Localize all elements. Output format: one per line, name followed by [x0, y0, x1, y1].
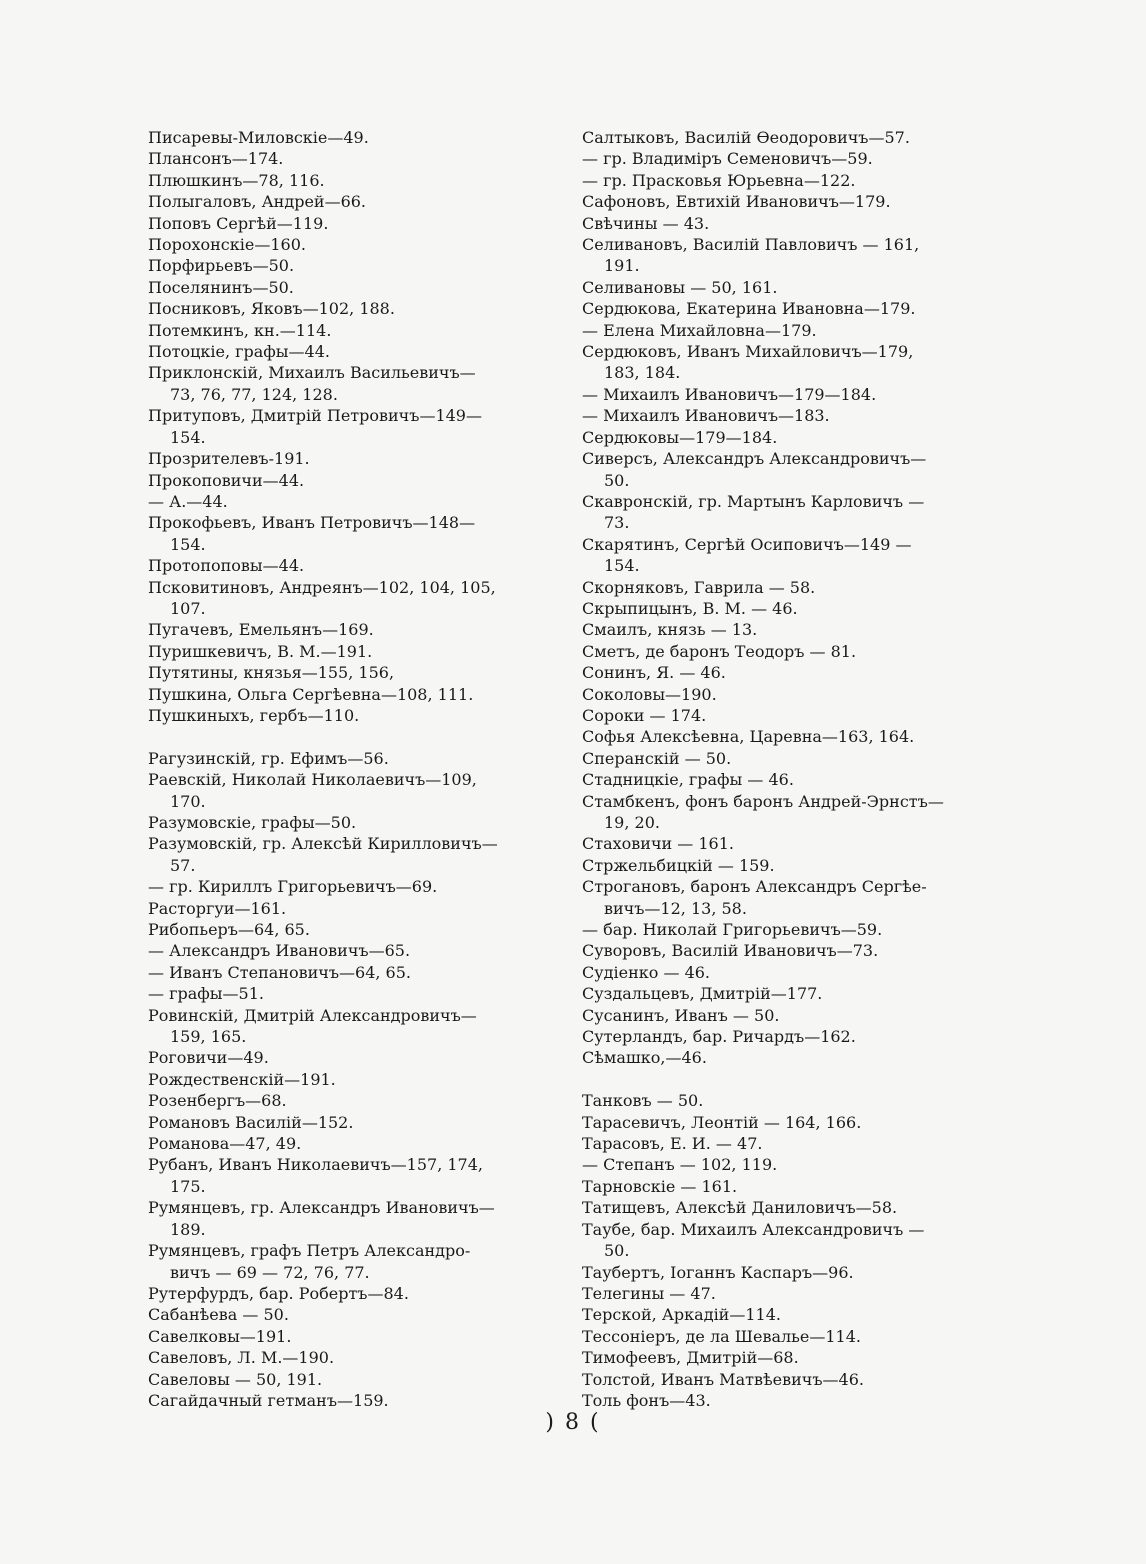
index-entry-line: — Александръ Ивановичъ—65. — [148, 941, 411, 961]
index-entry-line: Строгановъ, баронъ Александръ Сергѣе- — [582, 877, 927, 897]
index-entry-line: Сердюковъ, Иванъ Михайловичъ—179, — [582, 342, 914, 362]
index-entry-line: Плансонъ—174. — [148, 149, 284, 169]
index-entry-continuation: 175. — [170, 1176, 206, 1196]
index-entry — [582, 598, 994, 619]
index-entry — [148, 127, 550, 148]
index-entry — [582, 619, 994, 640]
index-entry-continuation: 189. — [170, 1219, 206, 1239]
index-entry — [148, 1240, 550, 1283]
index-entry-line: Таубертъ, Іоганнъ Каспаръ—96. — [582, 1262, 854, 1282]
index-entry-continuation: 73. — [604, 513, 630, 533]
index-entry — [582, 983, 994, 1004]
index-entry-line: Сагайдачный гетманъ—159. — [148, 1390, 389, 1410]
index-entry-line: Пушкина, Ольга Сергѣевна—108, 111. — [148, 684, 474, 704]
index-entry — [148, 298, 550, 319]
index-entry-line: Савеловы — 50, 191. — [148, 1369, 323, 1389]
index-entry — [148, 940, 550, 961]
index-entry-line: Салтыковъ, Василій Ѳеодоровичъ—57. — [582, 128, 910, 147]
index-entry-line: Стаховичи — 161. — [582, 834, 734, 854]
index-entry — [148, 1005, 550, 1048]
index-entry — [582, 1347, 994, 1368]
index-entry — [148, 213, 550, 234]
index-entry — [582, 1304, 994, 1325]
index-entry — [148, 1347, 550, 1368]
index-entry-line: Пугачевъ, Емельянъ—169. — [148, 620, 374, 640]
index-entry-continuation: 154. — [170, 534, 206, 554]
index-entry-continuation: 183, 184. — [604, 363, 681, 383]
index-entry-line: Толь фонъ—43. — [582, 1390, 711, 1410]
index-entry-line: Софья Алексѣевна, Царевна—163, 164. — [582, 727, 915, 747]
index-entry — [148, 1283, 550, 1304]
index-entry — [582, 1197, 994, 1218]
index-entry — [582, 1090, 994, 1111]
index-entry — [582, 1283, 994, 1304]
index-entry-line: Селивановъ, Василій Павловичъ — 161, — [582, 235, 920, 255]
index-entry-continuation: вичъ — 69 — 72, 76, 77. — [170, 1262, 370, 1282]
index-entry-line: — Иванъ Степановичъ—64, 65. — [148, 962, 411, 982]
index-entry — [582, 1219, 994, 1262]
index-entry-continuation: 154. — [170, 427, 206, 447]
index-entry-continuation: 107. — [170, 598, 206, 618]
index-entry-line: Розенбергъ—68. — [148, 1091, 287, 1111]
index-entry-line: Прозрителевъ-191. — [148, 449, 310, 469]
index-entry-continuation: вичъ—12, 13, 58. — [604, 898, 747, 918]
index-entry — [582, 148, 994, 169]
index-entry — [148, 448, 550, 469]
index-entry — [582, 127, 994, 148]
index-entry-continuation: 170. — [170, 791, 206, 811]
index-entry — [582, 1262, 994, 1283]
index-entry — [582, 448, 994, 491]
index-entry — [582, 919, 994, 940]
index-entry — [148, 470, 550, 491]
section-gap — [148, 726, 550, 747]
index-entry — [582, 577, 994, 598]
index-entry — [148, 812, 550, 833]
index-entry — [148, 748, 550, 769]
index-entry-continuation: 57. — [170, 855, 196, 875]
index-entry-line: Смаилъ, князь — 13. — [582, 620, 758, 640]
index-entry — [148, 577, 550, 620]
index-entry-line: — Степанъ — 102, 119. — [582, 1155, 778, 1175]
index-entry-line: Свѣчины — 43. — [582, 213, 710, 233]
index-entry — [582, 491, 994, 534]
index-entry — [582, 962, 994, 983]
index-entry-line: Суздальцевъ, Дмитрій—177. — [582, 984, 823, 1004]
index-entry-line: Прокофьевъ, Иванъ Петровичъ—148— — [148, 513, 476, 533]
index-entry-line: Румянцевъ, гр. Александръ Ивановичъ— — [148, 1198, 495, 1218]
index-entry-line: Сусанинъ, Иванъ — 50. — [582, 1005, 780, 1025]
index-entry — [148, 919, 550, 940]
index-entry — [148, 512, 550, 555]
index-entry-line: Тарасовъ, Е. И. — 47. — [582, 1134, 763, 1154]
index-entry — [148, 491, 550, 512]
index-entry — [582, 1005, 994, 1026]
index-entry-line: Потемкинъ, кн.—114. — [148, 320, 332, 340]
index-entry-line: Татищевъ, Алексѣй Даниловичъ—58. — [582, 1198, 898, 1218]
index-entry — [148, 983, 550, 1004]
index-entry — [148, 341, 550, 362]
index-entry — [148, 962, 550, 983]
index-entry-continuation: 73, 76, 77, 124, 128. — [170, 384, 338, 404]
index-entry — [148, 662, 550, 683]
index-entry — [582, 705, 994, 726]
index-entry-line: — Елена Михайловна—179. — [582, 320, 817, 340]
index-entry — [148, 641, 550, 662]
index-entry — [148, 1154, 550, 1197]
index-entry-line: Суворовъ, Василій Ивановичъ—73. — [582, 941, 879, 961]
index-entry-line: Савеловъ, Л. М.—190. — [148, 1348, 335, 1368]
index-entry — [582, 534, 994, 577]
index-entry — [582, 341, 994, 384]
index-entry-continuation: 159, 165. — [170, 1027, 247, 1047]
index-entry-line: Румянцевъ, графъ Петръ Александро- — [148, 1241, 471, 1261]
index-entry — [148, 876, 550, 897]
index-entry-line: Приклонскій, Михаилъ Васильевичъ— — [148, 363, 476, 383]
index-entry-line: Пушкиныхъ, гербъ—110. — [148, 705, 360, 725]
index-entry — [582, 876, 994, 919]
index-entry — [582, 662, 994, 683]
index-entry-line: Селивановы — 50, 161. — [582, 277, 778, 297]
index-entry-continuation: 191. — [604, 256, 640, 276]
index-entry — [582, 427, 994, 448]
index-entry-line: Расторгуи—161. — [148, 898, 287, 918]
index-entry — [148, 1112, 550, 1133]
index-entry-line: Писаревы-Миловскіе—49. — [148, 128, 369, 147]
index-column-left — [148, 127, 550, 1411]
index-entry — [582, 1326, 994, 1347]
index-entry-line: — гр. Владиміръ Семеновичъ—59. — [582, 149, 873, 169]
index-entry-line: Разумовскіе, графы—50. — [148, 812, 357, 832]
index-entry — [582, 1133, 994, 1154]
index-entry — [148, 1090, 550, 1111]
index-entry — [148, 320, 550, 341]
index-entry — [148, 255, 550, 276]
index-entry — [148, 898, 550, 919]
index-entry-line: Сердюкова, Екатерина Ивановна—179. — [582, 299, 916, 319]
index-entry-line: Сороки — 174. — [582, 705, 707, 725]
index-entry — [582, 855, 994, 876]
index-entry — [148, 833, 550, 876]
index-entry-continuation: 50. — [604, 1241, 630, 1261]
index-entry-line: Плюшкинъ—78, 116. — [148, 170, 325, 190]
index-entry-line: Рибопьеръ—64, 65. — [148, 920, 310, 940]
index-entry-line: Сафоновъ, Евтихій Ивановичъ—179. — [582, 192, 891, 212]
index-entry-line: Савелковы—191. — [148, 1326, 292, 1346]
index-entry — [148, 148, 550, 169]
index-entry-line: — гр. Прасковья Юрьевна—122. — [582, 170, 856, 190]
index-entry-line: Путятины, князья—155, 156, — [148, 663, 395, 683]
index-entry-line: — гр. Кириллъ Григорьевичъ—69. — [148, 877, 438, 897]
index-entry-line: Сперанскій — 50. — [582, 748, 732, 768]
index-entry-line: Пуришкевичъ, В. М.—191. — [148, 641, 373, 661]
index-entry — [148, 1369, 550, 1390]
index-entry-line: Разумовскій, гр. Алексѣй Кирилловичъ— — [148, 834, 498, 854]
index-entry — [148, 234, 550, 255]
index-entry-line: — бар. Николай Григорьевичъ—59. — [582, 920, 883, 940]
index-entry-line: Толстой, Иванъ Матвѣевичъ—46. — [582, 1369, 864, 1389]
index-entry — [148, 769, 550, 812]
index-entry-line: — Михаилъ Ивановичъ—179—184. — [582, 384, 877, 404]
index-entry-line: Тарасевичъ, Леонтій — 164, 166. — [582, 1112, 862, 1132]
index-entry-line: Сиверсъ, Александръ Александровичъ— — [582, 449, 927, 469]
index-entry-line: Сабанѣева — 50. — [148, 1305, 289, 1325]
index-entry — [582, 748, 994, 769]
index-entry-continuation: 50. — [604, 470, 630, 490]
index-entry-line: Терской, Аркадій—114. — [582, 1305, 781, 1325]
index-entry-line: Скорняковъ, Гаврила — 58. — [582, 577, 816, 597]
index-entry — [148, 191, 550, 212]
index-entry — [148, 1304, 550, 1325]
index-entry — [582, 940, 994, 961]
index-entry — [582, 1369, 994, 1390]
index-entry-line: Скавронскій, гр. Мартынъ Карловичъ — — [582, 491, 925, 511]
index-entry-line: Таубе, бар. Михаилъ Александровичъ — — [582, 1219, 925, 1239]
index-entry-line: Тессоніеръ, де ла Шевалье—114. — [582, 1326, 861, 1346]
index-entry — [148, 1390, 550, 1411]
index-entry-line: Псковитиновъ, Андреянъ—102, 104, 105, — [148, 577, 496, 597]
index-entry — [582, 277, 994, 298]
index-entry-line: — графы—51. — [148, 984, 264, 1004]
index-entry — [582, 791, 994, 834]
index-entry-line: Притуповъ, Дмитрій Петровичъ—149— — [148, 406, 482, 426]
index-entry — [582, 684, 994, 705]
index-column-right — [582, 127, 994, 1411]
index-entry — [148, 405, 550, 448]
index-entry — [148, 705, 550, 726]
index-entry — [148, 1326, 550, 1347]
index-entry-line: Протопоповы—44. — [148, 556, 305, 576]
index-entry — [582, 726, 994, 747]
index-entry-continuation: 154. — [604, 556, 640, 576]
index-entry-continuation: 19, 20. — [604, 813, 660, 832]
index-entry-line: Сѣмашко,—46. — [582, 1048, 707, 1068]
index-entry — [148, 277, 550, 298]
index-entry-line: Полыгаловъ, Андрей—66. — [148, 192, 367, 212]
index-entry-line: Телегины — 47. — [582, 1283, 716, 1303]
index-entry-line: Порфирьевъ—50. — [148, 256, 295, 276]
index-entry — [148, 619, 550, 640]
index-entry — [582, 234, 994, 277]
index-entry-line: Стржельбицкій — 159. — [582, 855, 775, 875]
index-entry — [582, 1390, 994, 1411]
index-entry-line: Скрыпицынъ, В. М. — 46. — [582, 598, 798, 618]
index-entry — [582, 1154, 994, 1175]
index-entry-line: — Михаилъ Ивановичъ—183. — [582, 406, 830, 426]
index-entry — [582, 1112, 994, 1133]
index-entry-line: Ровинскій, Дмитрій Александровичъ— — [148, 1005, 477, 1025]
index-entry — [582, 213, 994, 234]
index-entry-line: Рутерфурдъ, бар. Робертъ—84. — [148, 1283, 409, 1303]
index-entry — [148, 362, 550, 405]
index-entry — [582, 1176, 994, 1197]
index-entry-line: Романова—47, 49. — [148, 1134, 302, 1154]
index-entry-line: Прокоповичи—44. — [148, 470, 305, 490]
index-entry-line: Рождественскій—191. — [148, 1069, 336, 1089]
index-entry-line: Сонинъ, Я. — 46. — [582, 663, 726, 683]
section-gap — [582, 1069, 994, 1090]
index-entry — [148, 1197, 550, 1240]
index-entry-line: Рубанъ, Иванъ Николаевичъ—157, 174, — [148, 1155, 483, 1175]
index-entry-line: Танковъ — 50. — [582, 1091, 704, 1111]
index-entry-line: Посниковъ, Яковъ—102, 188. — [148, 299, 395, 319]
index-entry — [582, 1047, 994, 1068]
index-entry-line: Соколовы—190. — [582, 684, 717, 704]
index-entry — [582, 833, 994, 854]
index-entry-line: Сердюковы—179—184. — [582, 427, 778, 447]
index-entry-line: Стамбкенъ, фонъ баронъ Андрей-Эрнстъ— — [582, 791, 944, 811]
index-entry-line: Тимофеевъ, Дмитрій—68. — [582, 1348, 799, 1368]
index-entry — [148, 684, 550, 705]
index-entry-line: Сутерландъ, бар. Ричардъ—162. — [582, 1027, 856, 1047]
index-entry-line: Рагузинскій, гр. Ефимъ—56. — [148, 748, 389, 768]
page-number: ) 8 ( — [545, 1410, 601, 1435]
index-entry — [582, 641, 994, 662]
index-entry-line: Стадницкіе, графы — 46. — [582, 770, 794, 790]
index-entry — [582, 384, 994, 405]
index-entry-line: Поповъ Сергѣй—119. — [148, 213, 329, 233]
index-entry — [148, 1133, 550, 1154]
index-entry-line: Раевскій, Николай Николаевичъ—109, — [148, 770, 477, 790]
index-entry — [148, 1047, 550, 1068]
index-entry — [148, 170, 550, 191]
index-entry-line: Поселянинъ—50. — [148, 277, 294, 297]
index-entry — [582, 769, 994, 790]
index-entry — [582, 298, 994, 319]
index-entry — [582, 1026, 994, 1047]
index-entry-line: Романовъ Василій—152. — [148, 1112, 354, 1132]
index-entry-line: Тарновскіе — 161. — [582, 1176, 738, 1196]
index-entry-line: Порохонскіе—160. — [148, 235, 306, 255]
index-entry — [148, 1069, 550, 1090]
index-entry-line: — А.—44. — [148, 491, 228, 511]
index-entry — [148, 555, 550, 576]
index-entry-line: Скарятинъ, Сергѣй Осиповичъ—149 — — [582, 534, 912, 554]
index-entry — [582, 170, 994, 191]
index-entry-line: Потоцкіе, графы—44. — [148, 342, 330, 362]
index-entry — [582, 320, 994, 341]
index-entry-line: Сметъ, де баронъ Теодоръ — 81. — [582, 641, 857, 661]
index-entry-line: Судіенко — 46. — [582, 962, 711, 982]
index-entry — [582, 405, 994, 426]
index-entry — [582, 191, 994, 212]
index-entry-line: Роговичи—49. — [148, 1048, 269, 1068]
